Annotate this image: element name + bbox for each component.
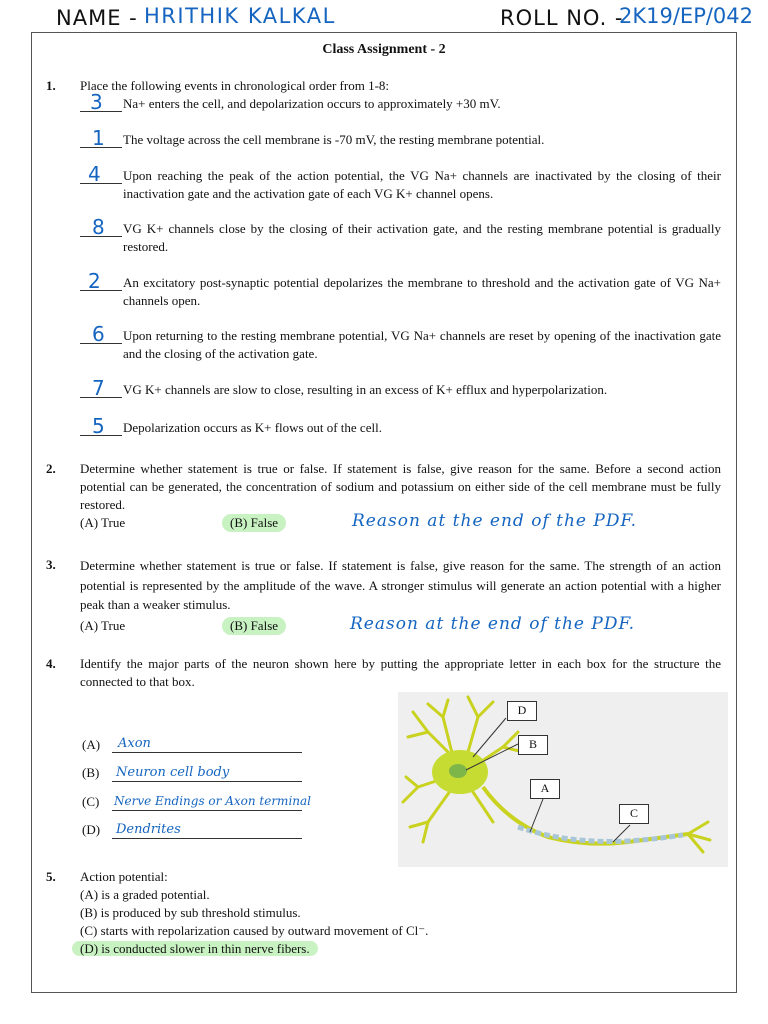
q3-number: 3. bbox=[46, 557, 56, 572]
q1-item-text: Upon reaching the peak of the action potential, the VG Na+ channels are inactivated by the closing of their inactivation gate and the activation gate of each VG K+ channel opens. bbox=[123, 168, 721, 201]
label-box-b: B bbox=[518, 735, 548, 755]
q1-item-text: Depolarization occurs as K+ flows out of the cell. bbox=[123, 420, 382, 435]
q2-text: Determine whether statement is true or false. If statement is false, give reason for the same. Before a second action potential can be generated, the concentration of sodium and potassium on either side of the cell membrane must be fully restored. bbox=[80, 461, 721, 512]
q1-answer: 4 bbox=[88, 162, 101, 186]
neuron-icon bbox=[398, 692, 728, 867]
neuron-illustration bbox=[398, 692, 728, 867]
q4-label: (A) bbox=[82, 737, 101, 752]
answer-line bbox=[112, 838, 302, 839]
q1-answer: 1 bbox=[92, 126, 105, 150]
q1-answer: 5 bbox=[92, 414, 105, 438]
q4-answer: Neuron cell body bbox=[116, 765, 230, 780]
q1-prompt: Place the following events in chronological order from 1-8: bbox=[80, 78, 390, 93]
q4-answer: Axon bbox=[118, 736, 151, 751]
q1-item-text: An excitatory post-synaptic potential depolarizes the membrane to threshold and the activation gate of VG Na+ channels open. bbox=[123, 275, 721, 308]
q4-answer: Dendrites bbox=[116, 822, 181, 837]
q4-label: (C) bbox=[82, 794, 100, 809]
page-title: Class Assignment - 2 bbox=[322, 42, 446, 57]
q1-answer: 6 bbox=[92, 322, 105, 346]
q1-number: 1. bbox=[46, 78, 56, 93]
q4-label: (D) bbox=[82, 822, 101, 837]
q1-item-text: Upon returning to the resting membrane potential, VG Na+ channels are reset by opening of the inactivation gate and the closing of the activation gate. bbox=[123, 328, 721, 361]
q1-answer: 8 bbox=[92, 215, 105, 239]
name-value: HRITHIK KALKAL bbox=[144, 4, 336, 28]
roll-label: ROLL NO. - bbox=[500, 6, 624, 30]
name-label: NAME - bbox=[56, 6, 138, 30]
header bbox=[0, 0, 768, 36]
roll-value: 2K19/EP/042 bbox=[619, 4, 754, 28]
q5-prompt: Action potential: bbox=[80, 869, 168, 884]
answer-line bbox=[112, 781, 302, 782]
q1-item-text: The voltage across the cell membrane is -70 mV, the resting membrane potential. bbox=[123, 132, 545, 147]
q5-option-text: (D) is conducted slower in thin nerve fibers. bbox=[72, 941, 318, 956]
q1-answer: 2 bbox=[88, 269, 101, 293]
q3-text: Determine whether statement is true or false. If statement is false, give reason for the same. The strength of an action potential is represented by the amplitude of the wave. A stronger stimulus will generate an action potential with a higher peak than a weaker stimulus. bbox=[80, 558, 721, 612]
q4-label: (B) bbox=[82, 765, 100, 780]
q1-item-text: Na+ enters the cell, and depolarization occurs to approximately +30 mV. bbox=[123, 96, 501, 111]
label-box-a: A bbox=[530, 779, 560, 799]
q5-option-selected bbox=[72, 940, 318, 958]
label-box-c: C bbox=[619, 804, 649, 824]
answer-line bbox=[80, 290, 122, 291]
q1-answer: 3 bbox=[90, 90, 103, 114]
label-box-d: D bbox=[507, 701, 537, 721]
q1-item-text: VG K+ channels are slow to close, resulting in an excess of K+ efflux and hyperpolarization. bbox=[123, 382, 608, 397]
q2-reason: Reason at the end of the PDF. bbox=[352, 511, 638, 531]
q5-option: (A) is a graded potential. bbox=[80, 887, 210, 902]
answer-line bbox=[112, 752, 302, 753]
q3-option-b: (B) False bbox=[222, 617, 286, 635]
q5-number: 5. bbox=[46, 869, 56, 884]
q4-answer: Nerve Endings or Axon terminal bbox=[114, 794, 311, 808]
q1-item-text: VG K+ channels close by the closing of their activation gate, and the resting membrane potential is gradually restored. bbox=[123, 221, 721, 254]
q3-option-a: (A) True bbox=[80, 618, 126, 633]
q5-option: (B) is produced by sub threshold stimulus. bbox=[80, 905, 301, 920]
q5-option: (C) starts with repolarization caused by outward movement of Cl⁻. bbox=[80, 923, 429, 938]
q1-answer: 7 bbox=[92, 376, 105, 400]
q2-option-a: (A) True bbox=[80, 515, 126, 530]
answer-line bbox=[80, 183, 122, 184]
q2-number: 2. bbox=[46, 461, 56, 476]
q2-option-b: (B) False bbox=[222, 514, 286, 532]
q4-number: 4. bbox=[46, 656, 56, 671]
q3-reason: Reason at the end of the PDF. bbox=[350, 614, 636, 634]
answer-line bbox=[112, 810, 302, 811]
q4-text: Identify the major parts of the neuron shown here by putting the appropriate letter in each box for the structure the connected to that box. bbox=[80, 656, 721, 689]
